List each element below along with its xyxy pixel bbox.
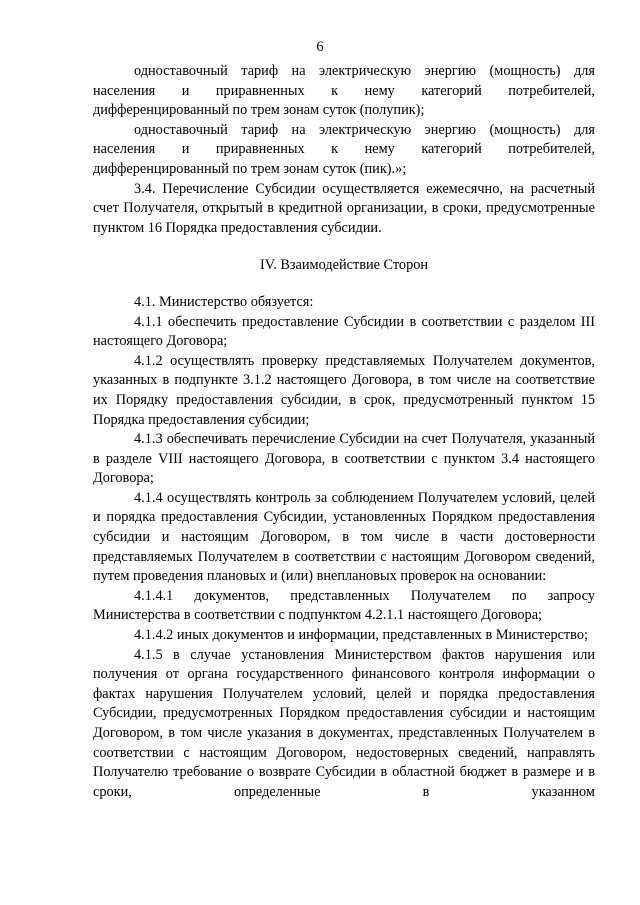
section-heading: IV. Взаимодействие Сторон: [259, 257, 429, 274]
paragraph-4-1: 4.1. Министерство обязуется:: [134, 293, 314, 310]
document-body: [93, 62, 595, 802]
paragraph-4-1-3: 4.1.3 обеспечивать перечисление Субсидии на счет Получателя, указанный в разделе VIII настоящего Договора, в соответствии с пунктом 3.4 настоящего Договора;: [93, 431, 595, 487]
page-number: 6: [316, 39, 324, 55]
paragraph-4-1-4-2: 4.1.4.2 иных документов и информации, представленных в Министерство;: [134, 627, 588, 644]
paragraph-tariff-peak: одноставочный тариф на электрическую энергию (мощность) для населения и приравненных к нему категорий потребителей, дифференцированный по трем зонам суток (пик).»;: [93, 121, 595, 177]
paragraph-4-1-4-1: 4.1.4.1 документов, представленных Получателем по запросу Министерства в соответствии с подпунктом 4.2.1.1 настоящего Договора;: [93, 587, 595, 624]
spacer: [93, 276, 595, 293]
paragraph-4-1-5: 4.1.5 в случае установления Министерством фактов нарушения или получения от органа государственного финансового контроля информации о фактах нарушения Получателем условий, целей и порядка предоставления Субсидии, предусмотренных Порядком предоставления субсидии и настоящим Договором, в том числе указания в документах, представленных Получателем в соответствии с настоящим Договором, недостоверных сведений, направлять Получателю требование о возврате Субсидии в областной бюджет в размере и в сроки, определенные в указанном: [93, 646, 595, 800]
spacer: [93, 238, 595, 256]
paragraph-4-1-2: 4.1.2 осуществлять проверку представляемых Получателем документов, указанных в подпункте 3.1.2 настоящего Договора, в том числе на соответствие их Порядку предоставления субсидии, в срок, предусмотренный пунктом 15 Порядка предоставления субсидии;: [93, 352, 595, 428]
paragraph-3-4: 3.4. Перечисление Субсидии осуществляется ежемесячно, на расчетный счет Получателя, открытый в кредитной организации, в сроки, предусмотренные пунктом 16 Порядка предоставления субсидии.: [93, 180, 595, 236]
paragraph-4-1-1: 4.1.1 обеспечить предоставление Субсидии в соответствии с разделом III настоящего Договора;: [93, 313, 595, 350]
paragraph-tariff-semi-peak: одноставочный тариф на электрическую энергию (мощность) для населения и приравненных к нему категорий потребителей, дифференцированный по трем зонам суток (полупик);: [93, 63, 595, 119]
paragraph-4-1-4: 4.1.4 осуществлять контроль за соблюдением Получателем условий, целей и порядка предоставления Субсидии, установленных Порядком предоставления субсидии и настоящим Договором, в том числе в части достоверности представляемых Получателем в соответствии с настоящим Договором сведений, путем проведения плановых и (или) внеплановых проверок на основании:: [93, 489, 595, 585]
